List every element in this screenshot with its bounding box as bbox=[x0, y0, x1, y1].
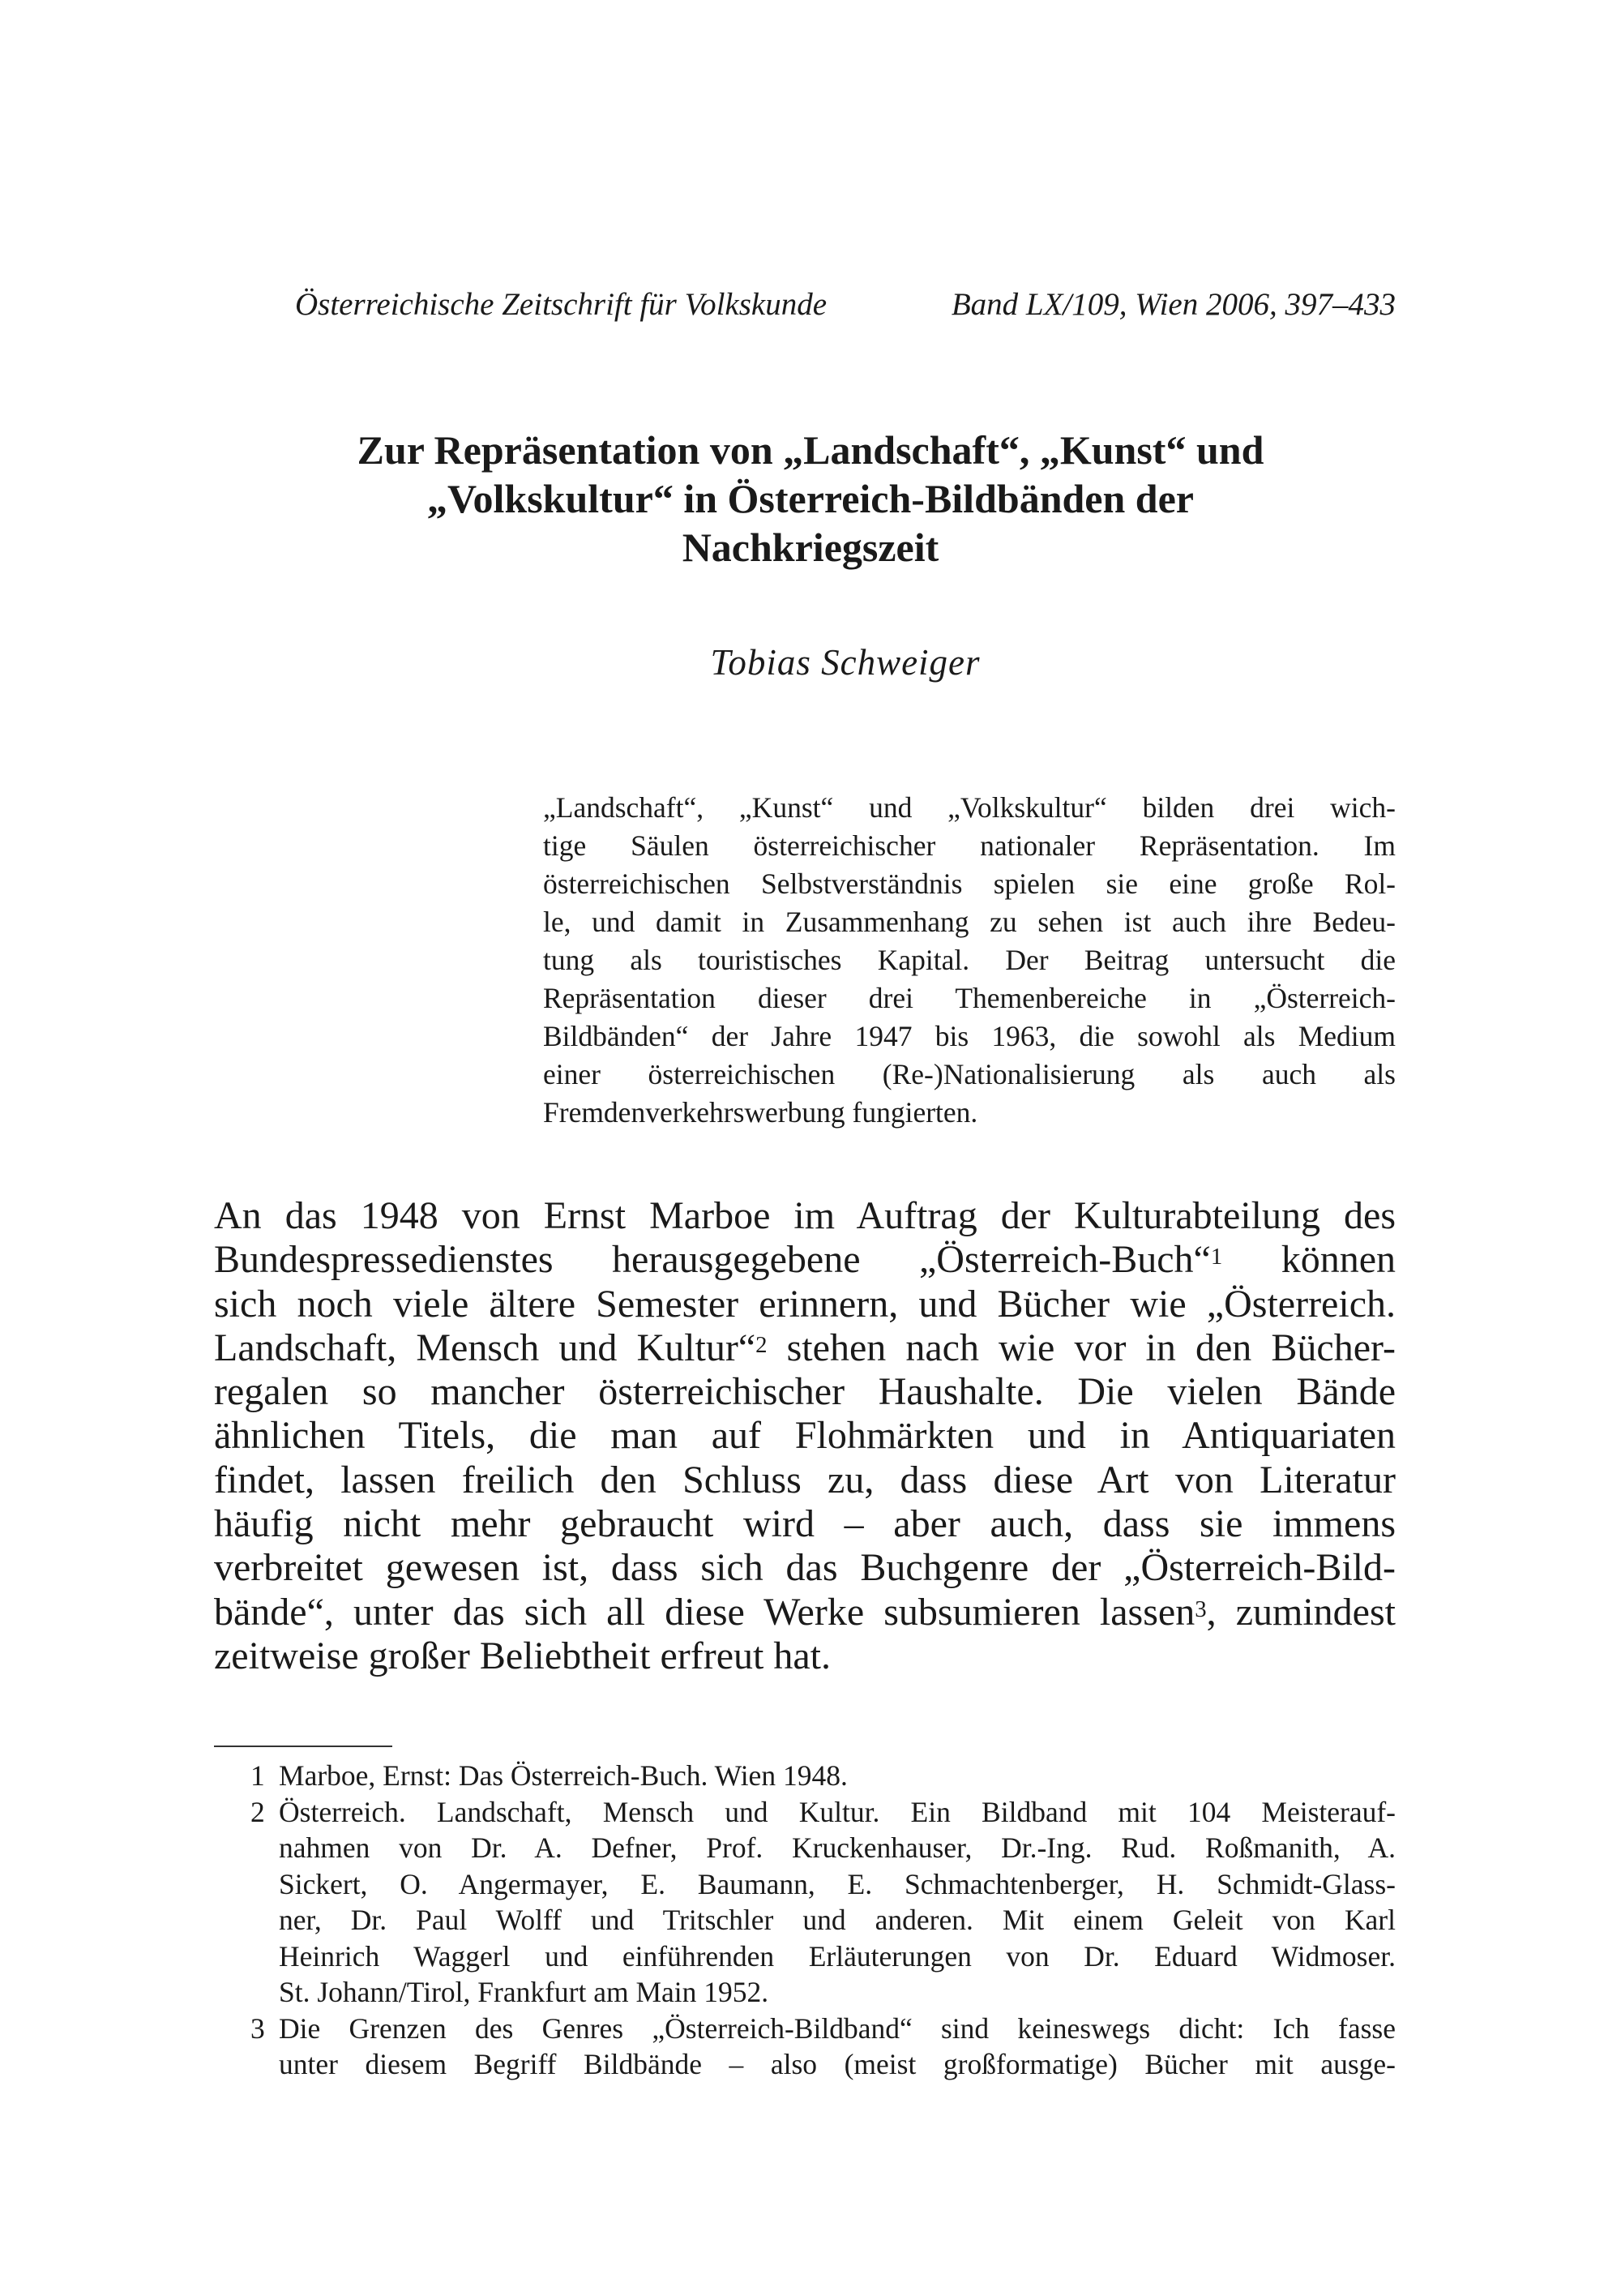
footnote-2 bbox=[214, 1794, 1396, 2011]
footnote-line: Sickert, O. Angermayer, E. Baumann, E. Schmachtenberger, H. Schmidt-Glass- bbox=[279, 1867, 1396, 1900]
abstract-line: tung als touristisches Kapital. Der Beitrag untersucht die bbox=[543, 944, 1396, 976]
body-text: findet, lassen freilich den Schluss zu, dass diese Art von Literatur bbox=[214, 1458, 1396, 1501]
body-line bbox=[214, 1238, 1396, 1282]
footnote-separator bbox=[214, 1746, 392, 1747]
footnote-ref[interactable]: 3 bbox=[1195, 1596, 1207, 1622]
abstract-line: „Landschaft“, „Kunst“ und „Volkskultur“ bilden drei wich- bbox=[543, 791, 1396, 824]
abstract bbox=[543, 789, 1396, 1132]
journal-name: Österreichische Zeitschrift für Volkskunde bbox=[295, 287, 828, 322]
title-line: Zur Repräsentation von „Landschaft“, „Kunst“ und bbox=[357, 427, 1264, 473]
footnote-1 bbox=[214, 1758, 1396, 1794]
body-text: Landschaft, Mensch und Kultur“ bbox=[214, 1326, 756, 1369]
body-text: verbreitet gewesen ist, dass sich das Buchgenre der „Österreich-Bild- bbox=[214, 1546, 1396, 1590]
body-line bbox=[214, 1326, 1396, 1370]
footnote-line: unter diesem Begriff Bildbände – also (meist großformatige) Bücher mit ausge- bbox=[279, 2048, 1396, 2080]
body-text: zeitweise großer Beliebtheit erfreut hat. bbox=[214, 1634, 831, 1677]
body-line bbox=[214, 1634, 1396, 1678]
footnote-line: nahmen von Dr. A. Defner, Prof. Kruckenhauser, Dr.-Ing. Rud. Roßmanith, A. bbox=[279, 1831, 1396, 1864]
abstract-line: Fremdenverkehrswerbung fungierten. bbox=[543, 1096, 978, 1129]
footnote-line: ner, Dr. Paul Wolff und Tritschler und anderen. Mit einem Geleit von Karl bbox=[279, 1904, 1396, 1936]
footnote-line: Heinrich Waggerl und einführenden Erläuterungen von Dr. Eduard Widmoser. bbox=[279, 1939, 1396, 1973]
body-line bbox=[214, 1459, 1396, 1502]
body-line bbox=[214, 1414, 1396, 1458]
title-line: „Volkskultur“ in Österreich-Bildbänden der bbox=[427, 476, 1194, 521]
body-text: ähnlichen Titels, die man auf Flohmärkten und in Antiquariaten bbox=[214, 1414, 1396, 1458]
footnote-line: Die Grenzen des Genres „Österreich-Bildband“ sind keineswegs dicht: Ich fasse bbox=[279, 2011, 1396, 2045]
footnote-line: Österreich. Landschaft, Mensch und Kultur. Ein Bildband mit 104 Meisterauf- bbox=[279, 1795, 1396, 1828]
footnote-line: St. Johann/Tirol, Frankfurt am Main 1952. bbox=[279, 1976, 769, 2008]
body-text: An das 1948 von Ernst Marboe im Auftrag der Kulturabteilung des bbox=[214, 1194, 1396, 1237]
body-text: häufig nicht mehr gebraucht wird – aber auch, dass sie immens bbox=[214, 1502, 1396, 1546]
volume-info: Band LX/109, Wien 2006, 397–433 bbox=[951, 287, 1396, 322]
abstract-line: österreichischen Selbstverständnis spielen sie eine große Rol- bbox=[543, 867, 1396, 900]
body-line bbox=[214, 1194, 1396, 1238]
title-line: Nachkriegszeit bbox=[682, 525, 939, 570]
article-title bbox=[243, 426, 1378, 572]
footnote-ref[interactable]: 2 bbox=[755, 1331, 768, 1358]
footnote-number: 1 bbox=[250, 1759, 265, 1792]
body-line bbox=[214, 1591, 1396, 1634]
body-text: Bundespressedienstes herausgegebene „Österreich-Buch“ bbox=[214, 1238, 1211, 1282]
abstract-line: einer österreichischen (Re-)Nationalisierung als auch als bbox=[543, 1058, 1396, 1090]
abstract-line: tige Säulen österreichischer nationaler Repräsentation. Im bbox=[543, 829, 1396, 862]
footnote-line: Marboe, Ernst: Das Österreich-Buch. Wien 1948. bbox=[279, 1759, 848, 1792]
body-paragraph bbox=[214, 1194, 1396, 1678]
abstract-line: Bildbänden“ der Jahre 1947 bis 1963, die sowohl als Medium bbox=[543, 1020, 1396, 1052]
body-text: sich noch viele ältere Semester erinnern, und Bücher wie „Österreich. bbox=[214, 1282, 1396, 1326]
footnote-ref[interactable]: 1 bbox=[1210, 1244, 1223, 1270]
body-line bbox=[214, 1283, 1396, 1326]
body-line bbox=[214, 1370, 1396, 1414]
body-text: bände“, unter das sich all diese Werke subsumieren lassen bbox=[214, 1590, 1195, 1634]
body-text: regalen so mancher österreichischer Haushalte. Die vielen Bände bbox=[214, 1370, 1396, 1414]
abstract-line: Repräsentation dieser drei Themenbereiche in „Österreich- bbox=[543, 982, 1396, 1014]
footnote-number: 2 bbox=[250, 1795, 265, 1828]
footnote-3 bbox=[214, 2011, 1396, 2083]
body-line bbox=[214, 1502, 1396, 1546]
footnote-number: 3 bbox=[250, 2011, 265, 2045]
body-text: können bbox=[1222, 1238, 1396, 1282]
footnotes bbox=[214, 1758, 1396, 2083]
body-text: stehen nach wie vor in den Bücher- bbox=[767, 1326, 1396, 1369]
abstract-line: le, und damit in Zusammenhang zu sehen ist auch ihre Bedeu- bbox=[543, 906, 1396, 938]
body-line bbox=[214, 1546, 1396, 1590]
body-text: , zumindest bbox=[1206, 1590, 1396, 1634]
author-name: Tobias Schweiger bbox=[710, 642, 981, 683]
